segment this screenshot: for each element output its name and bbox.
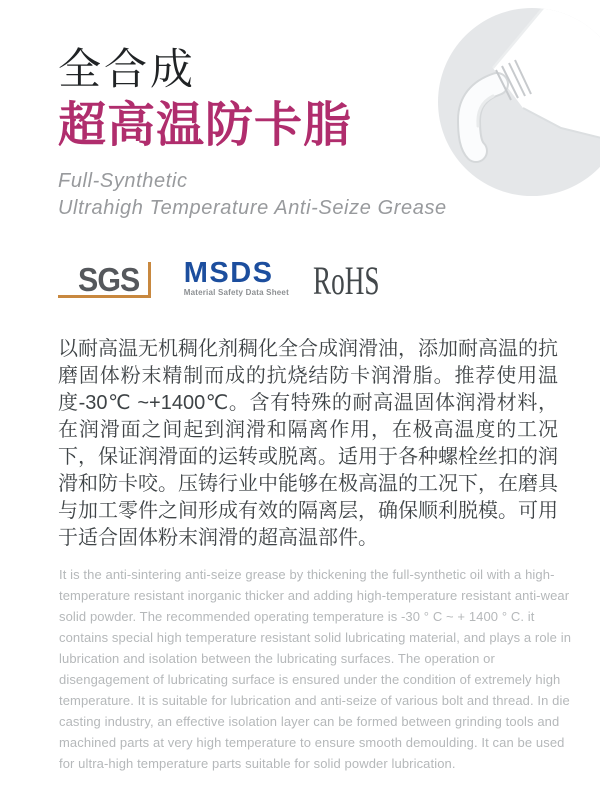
certification-logos-row [58,252,411,303]
msds-logo-sublabel: Material Safety Data Sheet [183,288,289,297]
description-paragraph-en: It is the anti-sintering anti-seize grease by thickening the full-synthetic oil with a high-temperature resistant inorganic thicker and adding high-temperature resistant anti-wear solid powder. The recommended operating temperature is -30 ° C ~ + 1400 ° C. it contains special high temperature resistant solid lubricating material, and plays a role in lubrication and isolation between the lubricating surfaces. The operation or disengagement of lubricating surface is ensured under the condition of extremely high temperature. It is suitable for lubrication and anti-seize of various bolt and thread. In die casting industry, an effective isolation layer can be formed between grinding tools and machined parts at very high temperature to ensure smooth demoulding. It can be used for ultra-high temperature parts suitable for solid powder lubrication. [59,567,572,771]
subtitle-line1: Full-Synthetic [58,170,188,192]
grease-tube-nozzle-image [435,8,600,208]
msds-logo-label: MSDS [183,257,274,289]
msds-logo [183,257,289,298]
product-title-cn-line2: 超高温防卡脂 [58,99,353,152]
description-paragraph-cn: 以耐高温无机稠化剂稠化全合成润滑油，添加耐高温的抗磨固体粉末精制而成的抗烧结防卡润滑脂。推荐使用温度-30℃ ~+1400℃。含有特殊的耐高温固体润滑材料，在润滑面之间起到润滑和隔离作用，在极高温度的工况下，保证润滑面的运转或脱离。适用于各种螺栓丝扣的润滑和防卡咬。压铸行业中能够在极高温的工况下，在磨具与加工零件之间形成有效的隔离层，确保顺利脱模。可用于适合固体粉末润滑的超高温部件。 [58,338,558,549]
product-photo-container [435,8,600,208]
product-subtitle-en [58,168,447,222]
subtitle-line2: Ultrahigh Temperature Anti-Seize Grease [58,197,447,219]
product-title-cn-line1: 全合成 [58,46,196,94]
sgs-logo [58,262,151,298]
sgs-logo-label: SGS [78,261,140,298]
rohs-logo: RoHS [312,258,380,303]
